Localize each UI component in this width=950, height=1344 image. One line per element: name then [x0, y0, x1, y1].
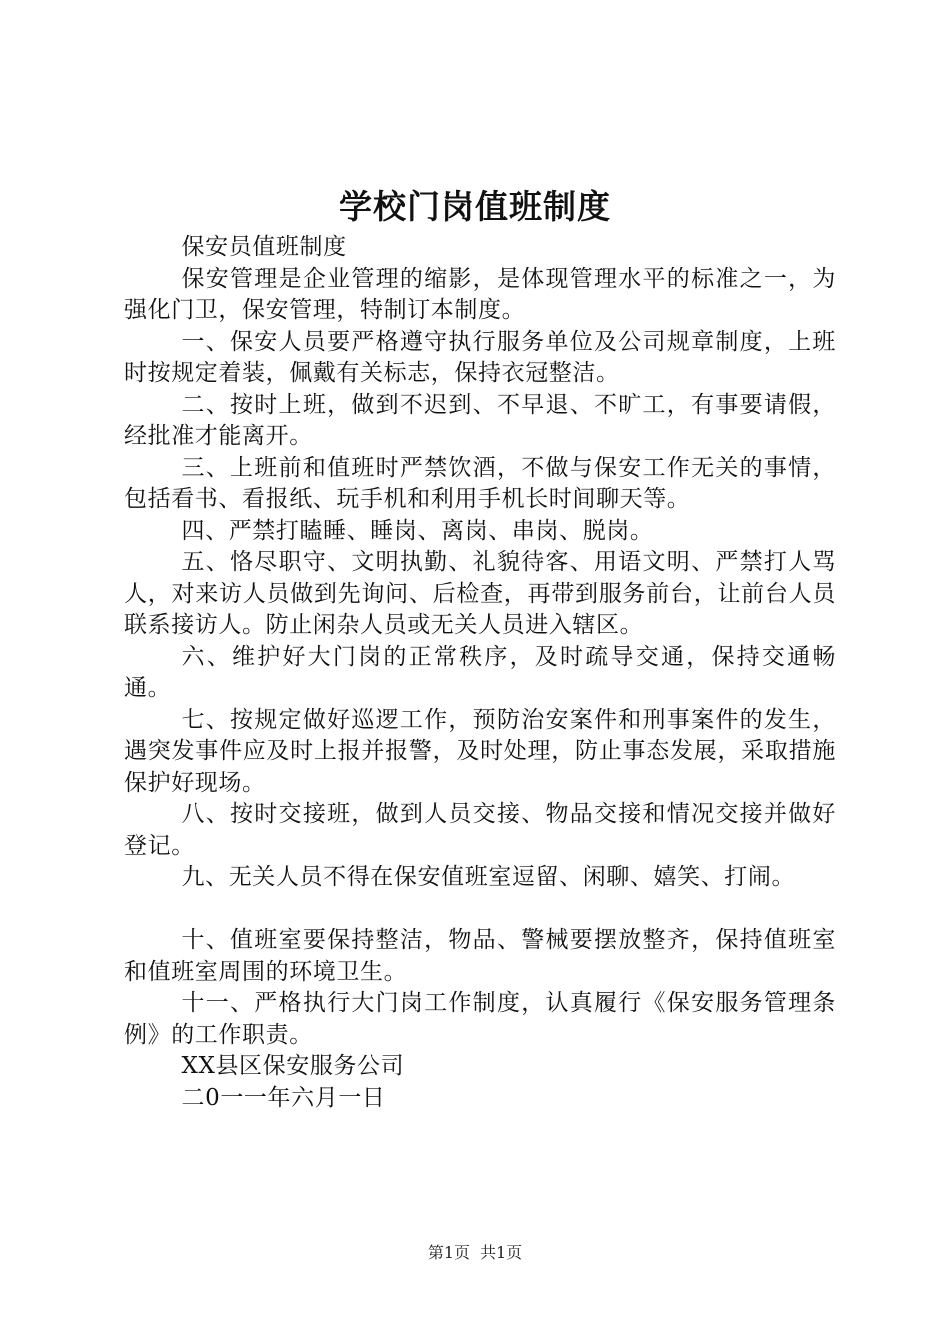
- document-title: 学校门岗值班制度: [339, 187, 611, 226]
- paragraph-item-7: 七、按规定做好巡逻工作，预防治安案件和刑事案件的发生，遇突发事件应及时上报并报警，及时处理，防止事态发展，采取措施保护好现场。: [124, 706, 836, 796]
- paragraph-item-11: 十一、严格执行大门岗工作制度，认真履行《保安服务管理条例》的工作职责。: [124, 990, 836, 1048]
- signature-date: 二0一一年六月一日: [181, 1084, 386, 1111]
- paragraph-item-3: 三、上班前和值班时严禁饮酒，不做与保安工作无关的事情，包括看书、看报纸、玩手机和利用手机长时间聊天等。: [124, 454, 836, 512]
- paragraph-item-8: 八、按时交接班，做到人员交接、物品交接和情况交接并做好登记。: [124, 801, 836, 859]
- paragraph-item-10: 十、值班室要保持整洁，物品、警械要摆放整齐，保持值班室和值班室周围的环境卫生。: [124, 927, 836, 985]
- paragraph-item-6: 六、维护好大门岗的正常秩序，及时疏导交通，保持交通畅通。: [124, 643, 836, 701]
- paragraph-item-9: 九、无关人员不得在保安值班室逗留、闲聊、嬉笑、打闹。: [181, 864, 796, 890]
- paragraph-item-5: 五、恪尽职守、文明执勤、礼貌待客、用语文明、严禁打人骂人，对来访人员做到先询问、后检查，再带到服务前台，让前台人员联系接访人。防止闲杂人员或无关人员进入辖区。: [124, 549, 836, 638]
- paragraph-heading: 保安员值班制度: [181, 234, 347, 260]
- page-number: 第1页: [427, 1243, 470, 1262]
- page-footer: [0, 1242, 950, 1264]
- paragraph-item-4: 四、严禁打瞌睡、睡岗、离岗、串岗、脱岗。: [181, 517, 654, 544]
- paragraph-item-1: 一、保安人员要严格遵守执行服务单位及公司规章制度，上班时按规定着装，佩戴有关标志，保持衣冠整洁。: [124, 328, 836, 386]
- signature-company: XX县区保安服务公司: [181, 1053, 405, 1079]
- document-body: [124, 232, 836, 1114]
- paragraph-intro: 保安管理是企业管理的缩影，是体现管理水平的标准之一，为强化门卫，保安管理，特制订本制度。: [124, 265, 836, 323]
- paragraph-item-2: 二、按时上班，做到不迟到、不早退、不旷工，有事要请假，经批准才能离开。: [124, 391, 836, 449]
- page-total: 共1页: [480, 1243, 523, 1262]
